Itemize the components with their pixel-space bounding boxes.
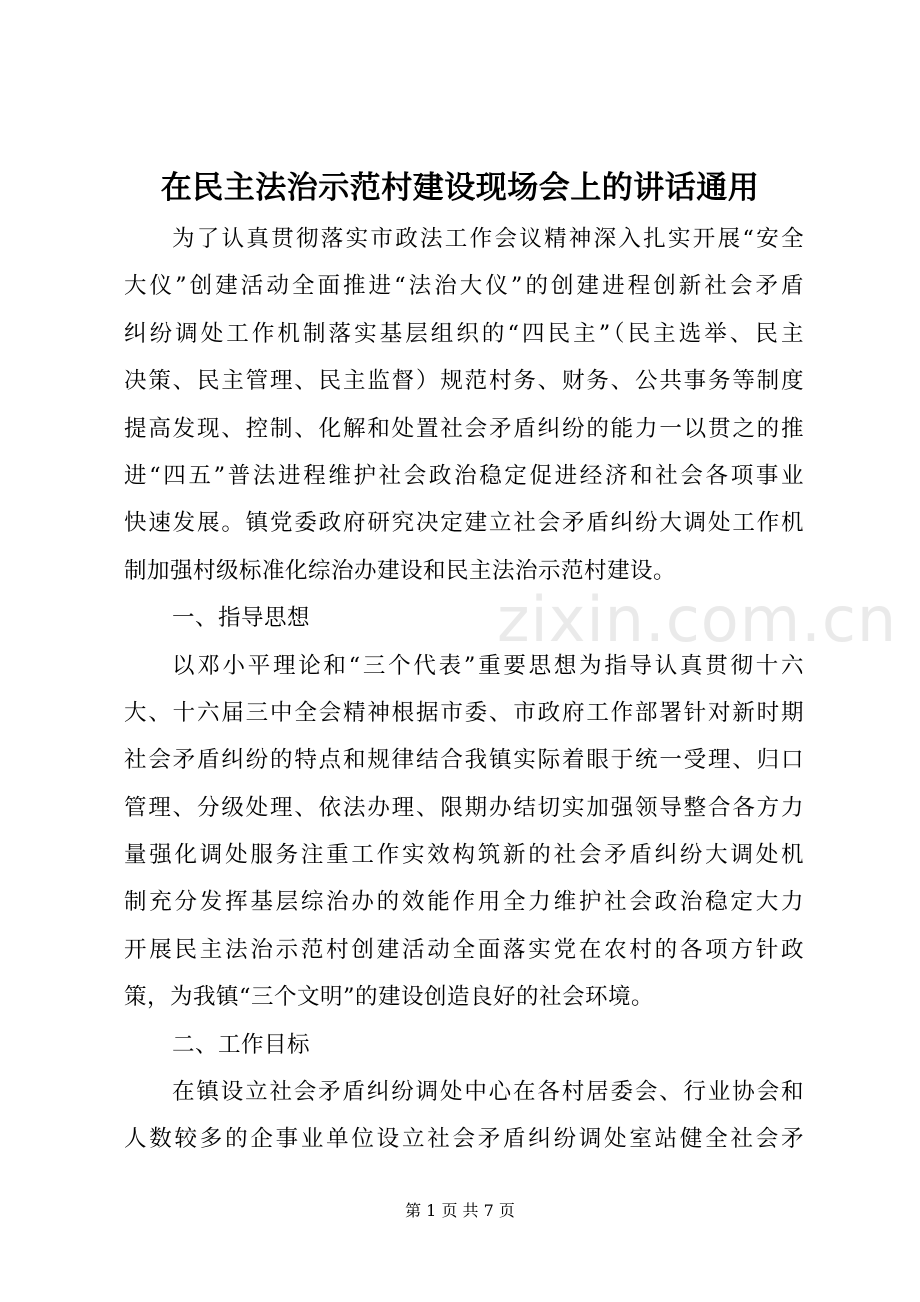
text-line: 纠纷调处工作机制落实基层组织的“四民主”（民主选举、民主 <box>124 320 804 347</box>
text-line: 在镇设立社会矛盾纠纷调处中心在各村居委会、行业协会和 <box>172 1079 804 1106</box>
paragraph-intro <box>124 216 804 595</box>
paragraph-work-goals <box>124 1069 804 1164</box>
document-body <box>124 216 804 1164</box>
text-line: 快速发展。镇党委政府研究决定建立社会矛盾纠纷大调处工作机 <box>124 510 804 537</box>
text-line: 管理、分级处理、依法办理、限期办结切实加强领导整合各方力 <box>124 794 804 821</box>
section-heading-guiding-thought: 一、指导思想 <box>172 605 311 632</box>
page-footer: 第 1 页 共 7 页 <box>405 1201 515 1220</box>
text-line: 决策、民主管理、民主监督）规范村务、财务、公共事务等制度 <box>124 368 804 395</box>
text-line: 社会矛盾纠纷的特点和规律结合我镇实际着眼于统一受理、归口 <box>124 747 804 774</box>
text-line: 以邓小平理论和“三个代表”重要思想为指导认真贯彻十六 <box>172 652 804 679</box>
text-line: 量强化调处服务注重工作实效构筑新的社会矛盾纠纷大调处机 <box>124 842 804 869</box>
text-line: 人数较多的企事业单位设立社会矛盾纠纷调处室站健全社会矛 <box>124 1126 804 1153</box>
section-heading-work-goals: 二、工作目标 <box>172 1031 311 1058</box>
text-line: 大、十六届三中全会精神根据市委、市政府工作部署针对新时期 <box>124 699 804 726</box>
text-line: 开展民主法治示范村创建活动全面落实党在农村的各项方针政 <box>124 936 804 963</box>
text-line: 为了认真贯彻落实市政法工作会议精神深入扎实开展“安全 <box>172 226 804 252</box>
text-line: 提高发现、控制、化解和处置社会矛盾纠纷的能力一以贯之的推 <box>124 415 804 442</box>
text-line: 大仪”创建活动全面推进“法治大仪”的创建进程创新社会矛盾 <box>124 273 804 300</box>
text-line: 进“四五”普法进程维护社会政治稳定促进经济和社会各项事业 <box>124 462 804 489</box>
document-title: 在民主法治示范村建设现场会上的讲话通用 <box>160 170 760 206</box>
text-line: 制加强村级标准化综治办建设和民主法治示范村建设。 <box>124 557 677 584</box>
paragraph-guiding-thought <box>124 643 804 1022</box>
text-line: 策，为我镇“三个文明”的建设创造良好的社会环境。 <box>124 984 655 1011</box>
text-line: 制充分发挥基层综治办的效能作用全力维护社会政治稳定大力 <box>124 889 804 916</box>
watermark: zixin.com.cn <box>497 583 898 656</box>
